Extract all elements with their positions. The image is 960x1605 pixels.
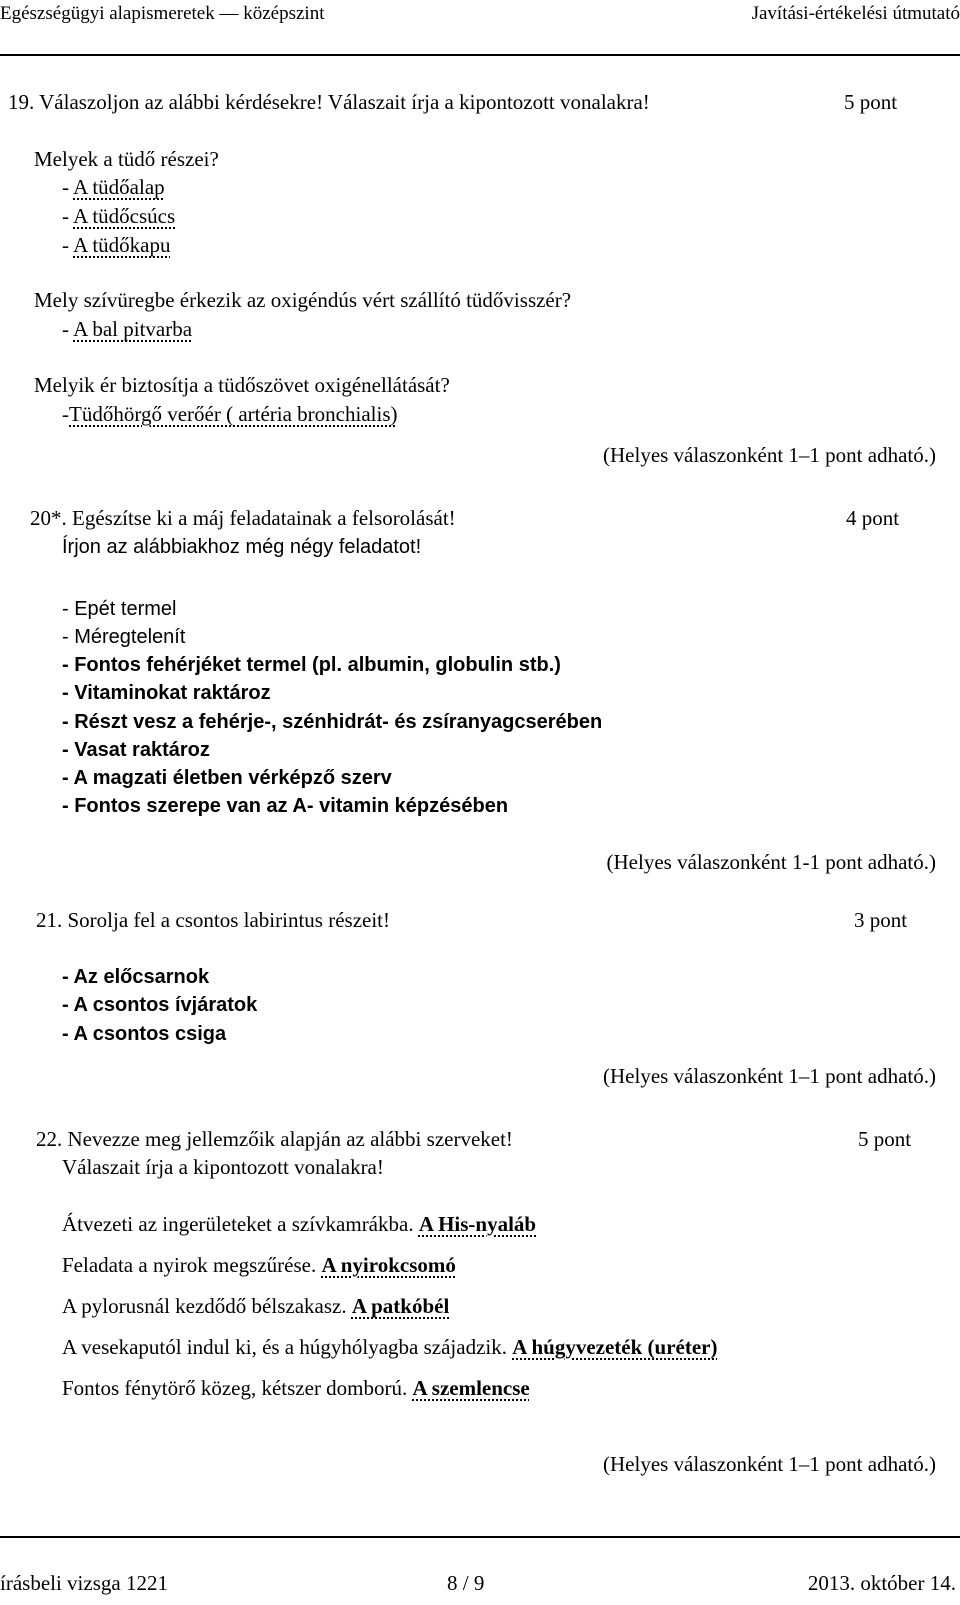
q20-scoring: (Helyes válaszonként 1-1 pont adható.) xyxy=(606,850,936,874)
q19-answer-3: -Tüdőhörgő verőér ( artéria bronchialis) xyxy=(62,402,398,426)
q20-answer-2: - Vitaminokat raktároz xyxy=(62,682,271,704)
q20-answer-4: - Vasat raktároz xyxy=(62,739,210,761)
q20-given-2: - Méregtelenít xyxy=(62,626,186,648)
q20-instruction: Írjon az alábbiakhoz még négy feladatot! xyxy=(62,536,422,558)
q22-item-4: A vesekaputól indul ki, és a húgyhólyagba szájadzik. A húgyvezeték (uréter) xyxy=(62,1335,718,1359)
q21-answer-2: - A csontos ívjáratok xyxy=(62,994,258,1016)
q21-points: 3 pont xyxy=(854,908,908,932)
q22-item-3: A pylorusnál kezdődő bélszakasz. A patkóbél xyxy=(62,1294,450,1318)
q21-answer-3: - A csontos csiga xyxy=(62,1023,227,1045)
q19-answer-1-2: - A tüdőcsúcs xyxy=(62,204,176,228)
q19-answer-2: - A bal pitvarba xyxy=(62,317,193,341)
header-left: Egészségügyi alapismeretek — középszint xyxy=(0,3,325,24)
footer-left: írásbeli vizsga 1221 xyxy=(0,1571,168,1595)
q20-answer-5: - A magzati életben vérképző szerv xyxy=(62,767,392,789)
q22-instruction: Válaszait írja a kipontozott vonalakra! xyxy=(62,1155,384,1179)
q21-title: 21. Sorolja fel a csontos labirintus részeit! xyxy=(36,908,390,932)
q19-answer-1-1: - A tüdőalap xyxy=(62,175,165,199)
q20-title: 20*. Egészítse ki a máj feladatainak a felsorolását! xyxy=(30,506,456,530)
q19-answer-1-3: - A tüdőkapu xyxy=(62,233,171,257)
footer-rule xyxy=(0,1536,960,1538)
q19-title: 19. Válaszoljon az alábbi kérdésekre! Válaszait írja a kipontozott vonalakra! xyxy=(8,90,650,114)
footer-page-number: 8 / 9 xyxy=(447,1571,485,1595)
q22-item-5: Fontos fénytörő közeg, kétszer domború. A szemlencse xyxy=(62,1376,530,1400)
q19-question-3: Melyik ér biztosítja a tüdőszövet oxigénellátását? xyxy=(34,373,450,397)
q21-answer-1: - Az előcsarnok xyxy=(62,966,210,988)
q20-answer-3: - Részt vesz a fehérje-, szénhidrát- és zsíranyagcserében xyxy=(62,711,603,733)
q22-points: 5 pont xyxy=(858,1127,912,1151)
q22-scoring: (Helyes válaszonként 1–1 pont adható.) xyxy=(603,1452,936,1476)
q22-title: 22. Nevezze meg jellemzőik alapján az alábbi szerveket! xyxy=(36,1127,513,1151)
q19-question-2: Mely szívüregbe érkezik az oxigéndús vért szállító tüdővisszér? xyxy=(34,288,572,312)
q20-answer-1: - Fontos fehérjéket termel (pl. albumin, globulin stb.) xyxy=(62,654,561,676)
q22-item-2: Feladata a nyirok megszűrése. A nyirokcsomó xyxy=(62,1253,456,1277)
header-right: Javítási-értékelési útmutató xyxy=(751,3,960,24)
header-rule xyxy=(0,54,960,56)
q19-points: 5 pont xyxy=(844,90,898,114)
q21-scoring: (Helyes válaszonként 1–1 pont adható.) xyxy=(603,1064,936,1088)
q20-given-1: - Epét termel xyxy=(62,598,177,620)
q19-scoring: (Helyes válaszonként 1–1 pont adható.) xyxy=(603,443,936,467)
footer-right: 2013. október 14. xyxy=(807,1571,956,1595)
q20-points: 4 pont xyxy=(846,506,900,530)
q22-item-1: Átvezeti az ingerületeket a szívkamrákba. A His-nyaláb xyxy=(62,1212,537,1236)
q19-question-1: Melyek a tüdő részei? xyxy=(34,147,219,171)
q20-answer-6: - Fontos szerepe van az A- vitamin képzésében xyxy=(62,795,509,817)
